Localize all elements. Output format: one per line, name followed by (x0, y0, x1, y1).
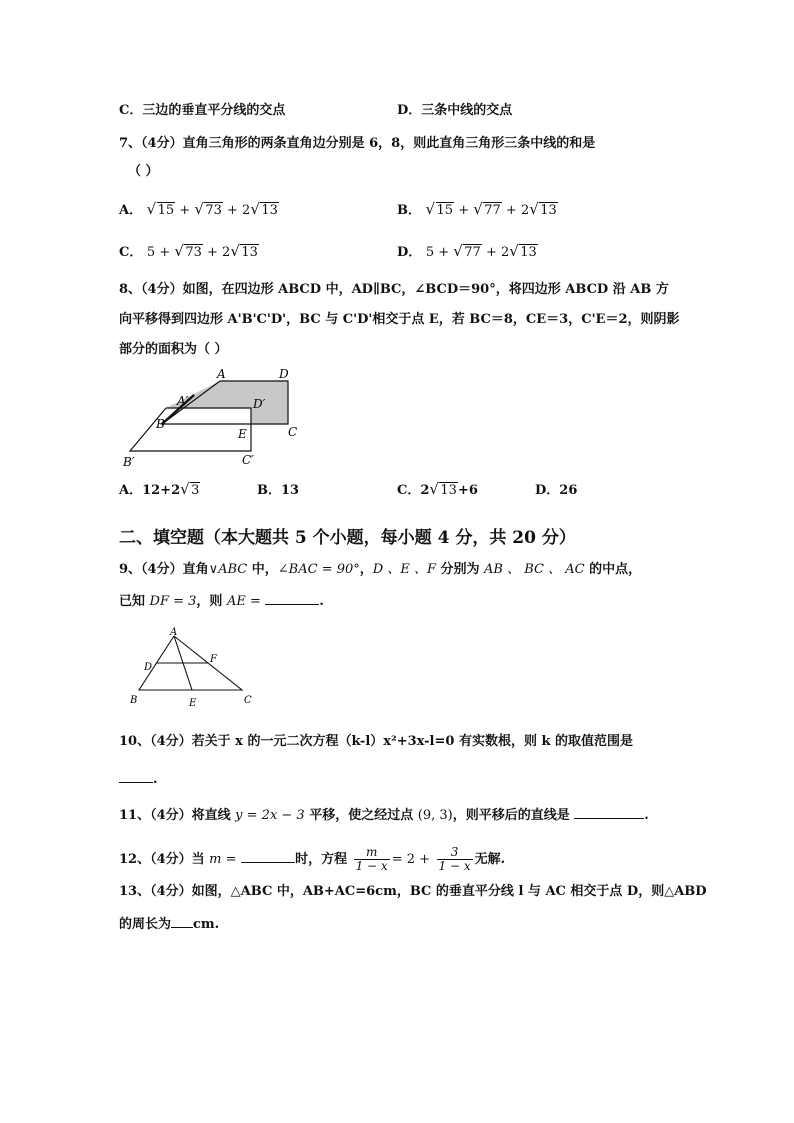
q9-answer-blank[interactable] (265, 592, 319, 605)
q8-stem-line2: 向平移得到四边形 A'B'C'D'，BC 与 C'D'相交于点 E，若 BC＝8，CE＝3，C'E＝2，则阴影 (119, 312, 680, 327)
q8-stem-line1: 8、（4分）如图，在四边形 ABCD 中，AD∥BC，∠BCD＝90°，将四边形 ABCD 沿 AB 方 (119, 282, 669, 297)
q8-label-d: D (279, 367, 289, 381)
q9-label-f: F (210, 654, 217, 665)
q8-label-c1: C′ (242, 453, 254, 467)
q9-label-e: E (189, 698, 197, 709)
q11-stem: 11、（4分）将直线 y = 2x − 3 平移，使之经过点 (9, 3)，则平移后的直线是 . (119, 808, 649, 823)
q8-option-a: A．12+2√ 3 (119, 482, 200, 500)
q13-stem-line1: 13、（4分）如图，△ABC 中，AB+AC=6cm，BC 的垂直平分线 l 与 AC 相交于点 D，则△ABD (119, 884, 707, 899)
q7-option-d: D． 5 + √ 77 + 2√ 13 (397, 244, 538, 262)
q7-stem: 7、（4分）直角三角形的两条直角边分别是 6，8，则此直角三角形三条中线的和是 (119, 136, 596, 151)
q11-answer-blank[interactable] (574, 806, 644, 819)
q9-label-b: B (130, 695, 138, 706)
q12-stem: 12、（4分）当 m = 时，方程 $\frac{m}{1 - x}$ = 2 + $\frac{3}{1 - x}$ 无解. (119, 845, 506, 873)
q7-option-b: B． √ 15 + √ 77 + 2√ 13 (397, 202, 558, 220)
q10-answer-line: . (119, 770, 158, 789)
q8-label-b1: B′ (123, 455, 135, 469)
q7-option-c: C． 5 + √ 73 + 2√ 13 (119, 244, 259, 262)
q9-figure (128, 626, 258, 710)
q8-figure (118, 364, 308, 470)
q12-fraction-1: $\frac{m}{1 - x}$ (355, 845, 388, 873)
q7-option-a: A． √ 15 + √ 73 + 2√ 13 (119, 202, 279, 220)
q8-option-b: B．13 (257, 483, 300, 498)
q10-stem: 10、（4分）若关于 x 的一元二次方程（k-l）x²+3x-l=0 有实数根，则 k 的取值范围是 (119, 734, 634, 749)
q13-answer-blank[interactable] (171, 915, 193, 928)
q8-label-c: C (288, 425, 298, 439)
q8-label-e: E (238, 427, 247, 441)
q8-label-b: B (156, 417, 165, 431)
q8-label-a1: A′ (177, 394, 189, 408)
q12-answer-blank[interactable] (241, 850, 295, 863)
q9-label-d: D (144, 662, 153, 673)
q12-fraction-2: $\frac{3}{1 - x}$ (438, 845, 471, 873)
q6-option-d: D．三条中线的交点 (397, 103, 513, 118)
q8-quad-a1b1c1d1 (130, 408, 251, 451)
q8-option-d: D．26 (535, 483, 578, 498)
q10-answer-blank[interactable] (119, 770, 153, 783)
q9-stem-line2: 已知 DF = 3，则 AE = . (119, 594, 324, 609)
section-title-fill-in: 二、填空题（本大题共 5 个小题，每小题 4 分，共 20 分） (119, 528, 576, 548)
q8-option-c: C．2√ 13+6 (397, 482, 478, 500)
q9-stem-line1: 9、（4分）直角∨ABC 中，∠BAC = 90°，D 、E 、F 分别为 AB 、 BC 、 AC 的中点， (119, 562, 642, 577)
q8-stem-line3: 部分的面积为（ ） (119, 342, 228, 357)
q13-stem-line2: 的周长为 cm. (119, 917, 220, 932)
q9-label-a: A (170, 627, 178, 638)
q7-paren: （ ） (128, 164, 159, 179)
q8-label-a: A (217, 367, 226, 381)
q8-label-d1: D′ (253, 397, 266, 411)
q9-label-c: C (244, 695, 252, 706)
q6-option-c: C．三边的垂直平分线的交点 (119, 103, 286, 118)
